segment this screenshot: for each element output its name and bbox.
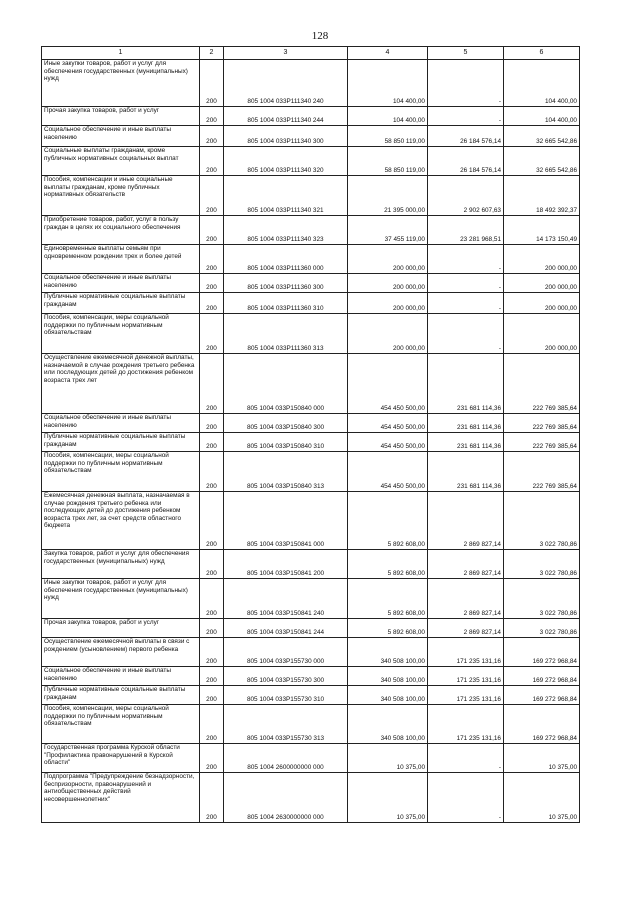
table-row — [42, 492, 580, 550]
row-name: Публичные нормативные социальные выплаты гражданам — [42, 293, 200, 314]
row-value-6: 104 400,00 — [504, 60, 580, 107]
row-value-5: 231 681 114,36 — [428, 354, 504, 414]
row-value-6: 169 272 968,84 — [504, 686, 580, 705]
row-col2: 200 — [200, 686, 224, 705]
row-code: 805 1004 033Р150840 313 — [224, 452, 348, 492]
row-name: Ежемесячная денежная выплата, назначаемая в случае рождения третьего ребенка или последующих детей до достижения ребенком возраста трех лет, за счет средств областного бюджета — [42, 492, 200, 550]
row-value-5: 2 869 827,14 — [428, 579, 504, 619]
row-code: 805 1004 033Р111360 300 — [224, 274, 348, 293]
row-name: Государственная программа Курской области "Профилактика правонарушений в Курской области" — [42, 744, 200, 773]
row-col2: 200 — [200, 60, 224, 107]
row-value-5: 26 184 576,14 — [428, 126, 504, 147]
row-value-4: 5 892 608,00 — [348, 619, 428, 638]
budget-table — [41, 46, 580, 823]
row-col2: 200 — [200, 638, 224, 667]
row-code: 805 1004 033Р150841 200 — [224, 550, 348, 579]
table-row — [42, 550, 580, 579]
row-value-6: 14 173 150,49 — [504, 216, 580, 245]
row-value-5: - — [428, 314, 504, 354]
page-number: 128 — [311, 30, 329, 42]
table-row — [42, 667, 580, 686]
table-row — [42, 705, 580, 744]
row-name: Пособия, компенсации, меры социальной поддержки по публичным нормативным обязательствам — [42, 452, 200, 492]
row-col2: 200 — [200, 293, 224, 314]
row-name: Публичные нормативные социальные выплаты гражданам — [42, 686, 200, 705]
row-col2: 200 — [200, 705, 224, 744]
row-code: 805 1004 033Р111340 321 — [224, 176, 348, 216]
row-value-5: 171 235 131,16 — [428, 686, 504, 705]
row-code: 805 1004 033Р111340 323 — [224, 216, 348, 245]
row-name: Иные закупки товаров, работ и услуг для обеспечения государственных (муниципальных) нужд — [42, 60, 200, 107]
row-code: 805 1004 033Р150840 310 — [224, 433, 348, 452]
row-value-4: 454 450 500,00 — [348, 414, 428, 433]
row-value-5: - — [428, 744, 504, 773]
table-row — [42, 354, 580, 414]
row-value-4: 454 450 500,00 — [348, 452, 428, 492]
row-value-5: - — [428, 245, 504, 274]
row-value-5: - — [428, 107, 504, 126]
row-value-6: 169 272 968,84 — [504, 638, 580, 667]
row-name: Публичные нормативные социальные выплаты гражданам — [42, 433, 200, 452]
row-value-5: 26 184 576,14 — [428, 147, 504, 176]
row-col2: 200 — [200, 126, 224, 147]
row-code: 805 1004 2600000000 000 — [224, 744, 348, 773]
row-value-6: 222 769 385,64 — [504, 414, 580, 433]
row-value-6: 10 375,00 — [504, 744, 580, 773]
row-name: Пособия, компенсации, меры социальной поддержки по публичным нормативным обязательствам — [42, 314, 200, 354]
row-name: Пособия, компенсации, меры социальной поддержки по публичным нормативным обязательствам — [42, 705, 200, 744]
row-col2: 200 — [200, 147, 224, 176]
row-name: Осуществление ежемесячной выплаты в связи с рождением (усыновлением) первого ребенка — [42, 638, 200, 667]
row-value-6: 10 375,00 — [504, 773, 580, 823]
table-row — [42, 686, 580, 705]
row-code: 805 1004 033Р111360 313 — [224, 314, 348, 354]
row-value-6: 32 665 542,86 — [504, 147, 580, 176]
row-code: 805 1004 2630000000 000 — [224, 773, 348, 823]
row-col2: 200 — [200, 414, 224, 433]
row-value-6: 222 769 385,64 — [504, 433, 580, 452]
table-row — [42, 147, 580, 176]
row-code: 805 1004 033Р111340 300 — [224, 126, 348, 147]
table-row — [42, 638, 580, 667]
column-header-5: 5 — [428, 47, 504, 60]
row-code: 805 1004 033Р155730 313 — [224, 705, 348, 744]
row-col2: 200 — [200, 452, 224, 492]
row-code: 805 1004 033Р111340 240 — [224, 60, 348, 107]
row-col2: 200 — [200, 492, 224, 550]
row-value-6: 169 272 968,84 — [504, 667, 580, 686]
row-col2: 200 — [200, 107, 224, 126]
table-row — [42, 619, 580, 638]
column-header-6: 6 — [504, 47, 580, 60]
row-col2: 200 — [200, 550, 224, 579]
row-value-6: 169 272 968,84 — [504, 705, 580, 744]
row-code: 805 1004 033Р111340 320 — [224, 147, 348, 176]
row-value-5: 231 681 114,36 — [428, 414, 504, 433]
table-row — [42, 414, 580, 433]
column-header-3: 3 — [224, 47, 348, 60]
row-value-4: 200 000,00 — [348, 245, 428, 274]
table-row — [42, 579, 580, 619]
row-value-6: 200 000,00 — [504, 274, 580, 293]
row-col2: 200 — [200, 314, 224, 354]
row-value-5: - — [428, 60, 504, 107]
table-row — [42, 452, 580, 492]
row-value-4: 340 508 100,00 — [348, 667, 428, 686]
row-value-4: 5 892 608,00 — [348, 492, 428, 550]
row-value-5: 231 681 114,36 — [428, 433, 504, 452]
row-col2: 200 — [200, 579, 224, 619]
row-value-5: 171 235 131,16 — [428, 705, 504, 744]
row-col2: 200 — [200, 667, 224, 686]
row-value-6: 200 000,00 — [504, 293, 580, 314]
row-value-5: - — [428, 274, 504, 293]
row-value-4: 5 892 608,00 — [348, 579, 428, 619]
row-col2: 200 — [200, 245, 224, 274]
row-code: 805 1004 033Р111360 310 — [224, 293, 348, 314]
row-code: 805 1004 033Р155730 310 — [224, 686, 348, 705]
row-value-4: 10 375,00 — [348, 744, 428, 773]
row-value-5: 2 869 827,14 — [428, 619, 504, 638]
row-value-4: 454 450 500,00 — [348, 354, 428, 414]
row-code: 805 1004 033Р111360 000 — [224, 245, 348, 274]
row-value-4: 200 000,00 — [348, 314, 428, 354]
table-row — [42, 293, 580, 314]
row-value-4: 340 508 100,00 — [348, 686, 428, 705]
table-row — [42, 245, 580, 274]
row-value-4: 58 850 119,00 — [348, 126, 428, 147]
table-row — [42, 744, 580, 773]
row-name: Приобретение товаров, работ, услуг в пользу граждан в целях их социального обеспечения — [42, 216, 200, 245]
row-name: Социальное обеспечение и иные выплаты населению — [42, 126, 200, 147]
row-code: 805 1004 033Р155730 300 — [224, 667, 348, 686]
column-header-1: 1 — [42, 47, 200, 60]
row-name: Осуществление ежемесячной денежной выплаты, назначаемой в случае рождения третьего ребенка или последующих детей до достижения ребенком возраста трех лет — [42, 354, 200, 414]
row-value-4: 5 892 608,00 — [348, 550, 428, 579]
table-row — [42, 314, 580, 354]
row-name: Подпрограмма "Предупреждение безнадзорности, беспризорности, правонарушений и антиобщественных действий несовершеннолетних" — [42, 773, 200, 823]
table-row — [42, 773, 580, 823]
row-name: Социальные выплаты гражданам, кроме публичных нормативных социальных выплат — [42, 147, 200, 176]
row-value-6: 3 022 780,86 — [504, 492, 580, 550]
row-value-4: 58 850 119,00 — [348, 147, 428, 176]
table-row — [42, 60, 580, 107]
row-code: 805 1004 033Р111340 244 — [224, 107, 348, 126]
row-value-6: 104 400,00 — [504, 107, 580, 126]
row-value-5: 231 681 114,36 — [428, 452, 504, 492]
row-name: Единовременные выплаты семьям при одновременном рождении трех и более детей — [42, 245, 200, 274]
row-value-4: 21 395 000,00 — [348, 176, 428, 216]
row-value-6: 3 022 780,86 — [504, 619, 580, 638]
table-row — [42, 274, 580, 293]
row-value-5: - — [428, 293, 504, 314]
row-value-6: 222 769 385,64 — [504, 452, 580, 492]
row-value-4: 10 375,00 — [348, 773, 428, 823]
row-name: Иные закупки товаров, работ и услуг для обеспечения государственных (муниципальных) нужд — [42, 579, 200, 619]
row-col2: 200 — [200, 354, 224, 414]
row-col2: 200 — [200, 744, 224, 773]
row-value-4: 200 000,00 — [348, 274, 428, 293]
row-code: 805 1004 033Р150841 240 — [224, 579, 348, 619]
row-name: Социальное обеспечение и иные выплаты населению — [42, 667, 200, 686]
row-value-5: 2 869 827,14 — [428, 492, 504, 550]
row-value-5: - — [428, 773, 504, 823]
row-value-5: 23 281 968,51 — [428, 216, 504, 245]
row-col2: 200 — [200, 274, 224, 293]
column-header-4: 4 — [348, 47, 428, 60]
row-value-4: 104 400,00 — [348, 107, 428, 126]
row-name: Пособия, компенсации и иные социальные выплаты гражданам, кроме публичных нормативных обязательств — [42, 176, 200, 216]
row-col2: 200 — [200, 619, 224, 638]
column-header-2: 2 — [200, 47, 224, 60]
table-row — [42, 126, 580, 147]
row-value-5: 171 235 131,16 — [428, 667, 504, 686]
row-value-6: 3 022 780,86 — [504, 579, 580, 619]
row-value-5: 2 869 827,14 — [428, 550, 504, 579]
row-code: 805 1004 033Р150841 000 — [224, 492, 348, 550]
row-name: Социальное обеспечение и иные выплаты населению — [42, 274, 200, 293]
row-name: Закупка товаров, работ и услуг для обеспечения государственных (муниципальных) нужд — [42, 550, 200, 579]
row-value-6: 32 665 542,86 — [504, 126, 580, 147]
row-col2: 200 — [200, 216, 224, 245]
row-name: Прочая закупка товаров, работ и услуг — [42, 107, 200, 126]
table-row — [42, 433, 580, 452]
row-code: 805 1004 033Р150841 244 — [224, 619, 348, 638]
table-row — [42, 176, 580, 216]
row-value-5: 2 902 607,63 — [428, 176, 504, 216]
row-value-6: 200 000,00 — [504, 314, 580, 354]
row-code: 805 1004 033Р155730 000 — [224, 638, 348, 667]
row-col2: 200 — [200, 176, 224, 216]
row-value-6: 3 022 780,86 — [504, 550, 580, 579]
header-row — [42, 47, 580, 60]
row-code: 805 1004 033Р150840 300 — [224, 414, 348, 433]
row-value-6: 222 769 385,64 — [504, 354, 580, 414]
row-value-4: 104 400,00 — [348, 60, 428, 107]
row-value-6: 200 000,00 — [504, 245, 580, 274]
row-value-4: 340 508 100,00 — [348, 705, 428, 744]
row-code: 805 1004 033Р150840 000 — [224, 354, 348, 414]
row-value-5: 171 235 131,16 — [428, 638, 504, 667]
table-row — [42, 107, 580, 126]
row-value-6: 18 492 392,37 — [504, 176, 580, 216]
row-col2: 200 — [200, 773, 224, 823]
row-name: Социальное обеспечение и иные выплаты населению — [42, 414, 200, 433]
row-value-4: 340 508 100,00 — [348, 638, 428, 667]
table-row — [42, 216, 580, 245]
row-value-4: 37 455 119,00 — [348, 216, 428, 245]
row-value-4: 454 450 500,00 — [348, 433, 428, 452]
row-name: Прочая закупка товаров, работ и услуг — [42, 619, 200, 638]
row-col2: 200 — [200, 433, 224, 452]
row-value-4: 200 000,00 — [348, 293, 428, 314]
